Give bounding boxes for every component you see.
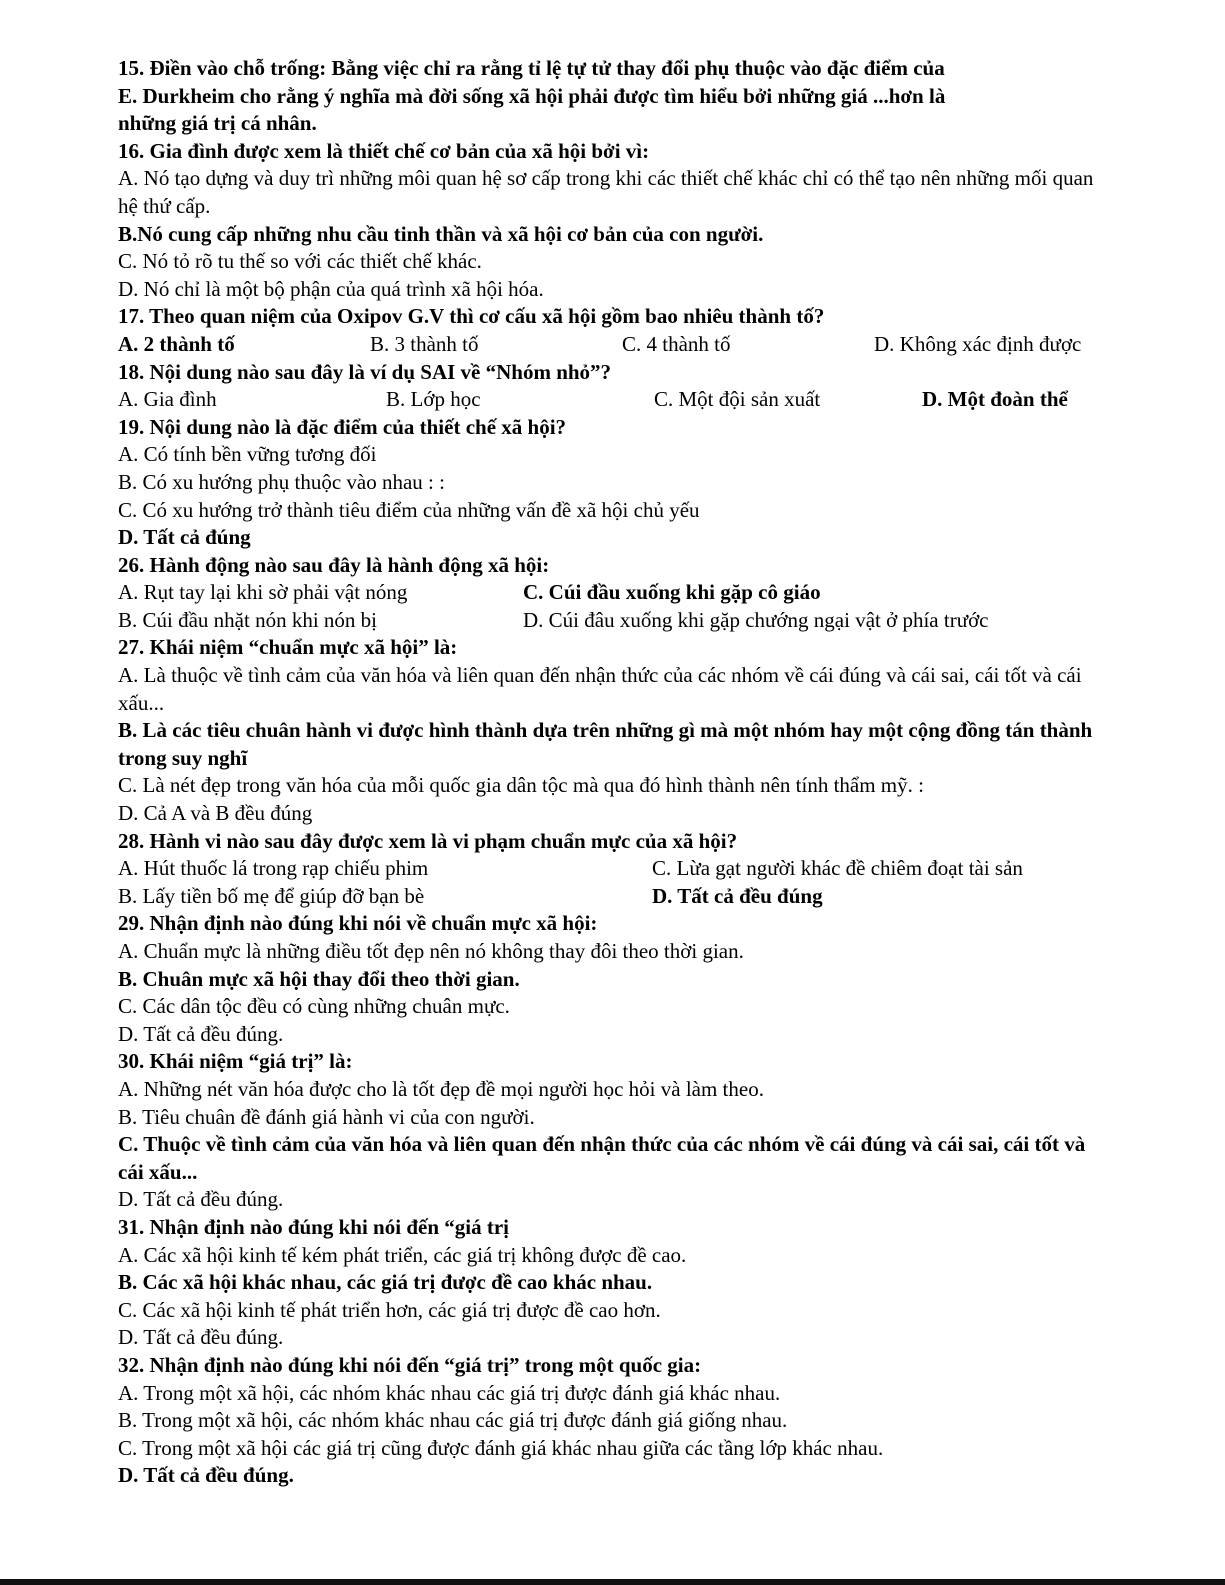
- q19-option-a: A. Có tính bền vững tương đối: [118, 442, 377, 467]
- q31-option-b: B. Các xã hội khác nhau, các giá trị được đề cao khác nhau.: [118, 1270, 653, 1295]
- q16-question: 16. Gia đình được xem là thiết chế cơ bản của xã hội bởi vì:: [118, 138, 650, 163]
- q17-question: 17. Theo quan niệm của Oxipov G.V thì cơ cấu xã hội gồm bao nhiêu thành tố?: [118, 304, 825, 329]
- q19-option-c: C. Có xu hướng trở thành tiêu điểm của những vấn đề xã hội chủ yếu: [118, 497, 700, 522]
- q27-option-a: A. Là thuộc về tình cảm của văn hóa và liên quan đến nhận thức của các nhóm về cái đúng và cái sai, cái tốt và cái xấu...: [118, 663, 1082, 715]
- q26-option-d: D. Cúi đâu xuống khi gặp chướng ngại vật ở phía trước: [523, 607, 989, 632]
- q30-option-d: D. Tất cả đều đúng.: [118, 1187, 284, 1212]
- q29-option-d: D. Tất cả đều đúng.: [118, 1021, 284, 1046]
- q28-option-a: A. Hút thuốc lá trong rạp chiếu phim: [118, 856, 429, 881]
- q16-option-d: D. Nó chỉ là một bộ phận của quá trình xã hội hóa.: [118, 276, 544, 301]
- q26-option-b: B. Cúi đầu nhặt nón khi nón bị: [118, 607, 377, 632]
- q29-option-c: C. Các dân tộc đều có cùng những chuân mực.: [118, 994, 510, 1019]
- q31-option-d: D. Tất cả đều đúng.: [118, 1325, 284, 1350]
- q26-option-c: C. Cúi đầu xuống khi gặp cô giáo: [523, 580, 821, 605]
- q29-option-a: A. Chuẩn mực là những điều tốt đẹp nên nó không thay đôi theo thời gian.: [118, 939, 744, 963]
- q30-option-b: B. Tiêu chuân đề đánh giá hành vi của con người.: [118, 1104, 535, 1129]
- q32-option-a: A. Trong một xã hội, các nhóm khác nhau các giá trị được đánh giá khác nhau.: [118, 1380, 781, 1405]
- q32-option-c: C. Trong một xã hội các giá trị cũng được đánh giá khác nhau giữa các tầng lớp khác nhau.: [118, 1435, 884, 1460]
- q16-option-a: A. Nó tạo dựng và duy trì những môi quan hệ sơ cấp trong khi các thiết chế khác chỉ có thể tạo nên những mối quan hệ thứ cấp.: [118, 166, 1094, 218]
- q28-options-row2: [118, 883, 1118, 911]
- bottom-rule: [0, 1579, 1225, 1585]
- q28-option-c: C. Lừa gạt người khác đề chiêm đoạt tài sản: [652, 856, 1023, 881]
- q18-option-c: C. Một đội sản xuất: [654, 387, 821, 412]
- q16-option-b: B.Nó cung cấp những nhu cầu tinh thần và xã hội cơ bản của con người.: [118, 221, 764, 246]
- q27-option-c: C. Là nét đẹp trong văn hóa của mỗi quốc gia dân tộc mà qua đó hình thành nên tính thẩm mỹ. :: [118, 773, 924, 798]
- q17-options: [118, 331, 1118, 359]
- q19-option-b: B. Có xu hướng phụ thuộc vào nhau : :: [118, 469, 445, 494]
- q17-option-d: D. Không xác định được: [874, 331, 1082, 356]
- q31-option-c: C. Các xã hội kinh tế phát triển hơn, các giá trị được đề cao hơn.: [118, 1297, 661, 1322]
- q26-question: 26. Hành động nào sau đây là hành động xã hội:: [118, 552, 550, 577]
- q32-option-b: B. Trong một xã hội, các nhóm khác nhau các giá trị được đánh giá giống nhau.: [118, 1408, 788, 1433]
- q28-option-d: D. Tất cả đều đúng: [652, 883, 823, 908]
- q26-options-row1: [118, 579, 1118, 607]
- q15-line2: E. Durkheim cho rằng ý nghĩa mà đời sống xã hội phải được tìm hiểu bởi những giá ...hơn là: [118, 83, 946, 108]
- q32-question: 32. Nhận định nào đúng khi nói đến “giá trị” trong một quốc gia:: [118, 1352, 702, 1377]
- q17-option-a: A. 2 thành tố: [118, 331, 235, 356]
- q28-options-row1: [118, 855, 1118, 883]
- q18-option-d: D. Một đoàn thể: [922, 387, 1068, 412]
- q18-option-a: A. Gia đình: [118, 387, 217, 412]
- q31-option-a: A. Các xã hội kinh tế kém phát triển, các giá trị không được đề cao.: [118, 1242, 687, 1267]
- q30-option-c: C. Thuộc về tình cảm của văn hóa và liên quan đến nhận thức của các nhóm về cái đúng và cái sai, cái tốt và cái xấu...: [118, 1132, 1086, 1184]
- q28-option-b: B. Lấy tiền bố mẹ để giúp đỡ bạn bè: [118, 883, 425, 908]
- q27-option-d: D. Cả A và B đều đúng: [118, 801, 313, 826]
- q15-line1: 15. Điền vào chỗ trống: Bằng việc chỉ ra rằng tỉ lệ tự tử thay đổi phụ thuộc vào đặc điểm của: [118, 56, 945, 80]
- q29-option-b: B. Chuân mực xã hội thay đổi theo thời gian.: [118, 966, 520, 991]
- q18-option-b: B. Lớp học: [386, 387, 481, 412]
- q18-question: 18. Nội dung nào sau đây là ví dụ SAI về “Nhóm nhỏ”?: [118, 359, 612, 384]
- q19-option-d: D. Tất cả đúng: [118, 525, 251, 550]
- q18-options: [118, 386, 1118, 414]
- q27-option-b: B. Là các tiêu chuân hành vi được hình thành dựa trên những gì mà một nhóm hay một cộng đồng tán thành trong suy nghĩ: [118, 718, 1093, 770]
- q26-options-row2: [118, 607, 1118, 635]
- q31-question: 31. Nhận định nào đúng khi nói đến “giá trị: [118, 1214, 509, 1239]
- q30-option-a: A. Những nét văn hóa được cho là tốt đẹp đề mọi người học hỏi và làm theo.: [118, 1076, 764, 1101]
- q32-option-d: D. Tất cả đều đúng.: [118, 1463, 294, 1488]
- q28-question: 28. Hành vi nào sau đây được xem là vi phạm chuẩn mực của xã hội?: [118, 828, 738, 853]
- exam-page: [118, 55, 1118, 1490]
- q27-question: 27. Khái niệm “chuẩn mực xã hội” là:: [118, 635, 458, 660]
- q26-option-a: A. Rụt tay lại khi sờ phải vật nóng: [118, 580, 408, 605]
- q29-question: 29. Nhận định nào đúng khi nói về chuẩn mực xã hội:: [118, 911, 598, 936]
- q17-option-b: B. 3 thành tố: [370, 331, 479, 356]
- q16-option-c: C. Nó tỏ rõ tu thế so với các thiết chế khác.: [118, 249, 482, 274]
- q30-question: 30. Khái niệm “giá trị” là:: [118, 1049, 353, 1074]
- q17-option-c: C. 4 thành tố: [622, 331, 731, 356]
- q19-question: 19. Nội dung nào là đặc điểm của thiết chế xã hội?: [118, 414, 567, 439]
- q15-line3: những giá trị cá nhân.: [118, 111, 317, 136]
